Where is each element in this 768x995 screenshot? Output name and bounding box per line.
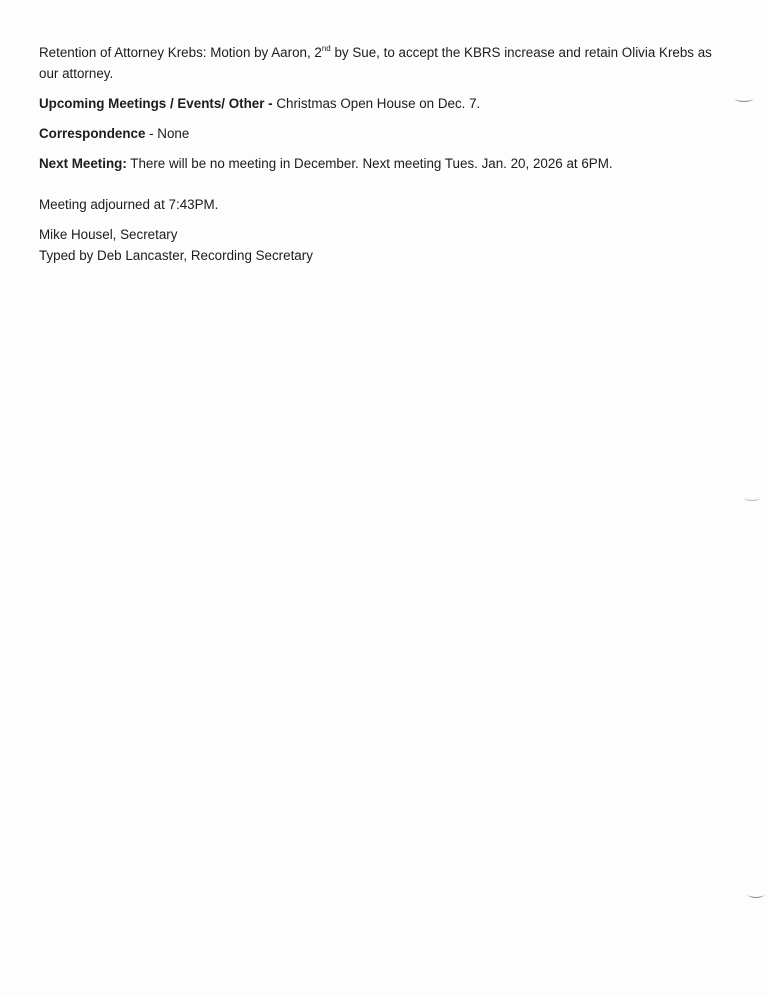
next-meeting-text: There will be no meeting in December. Next meeting Tues. Jan. 20, 2026 at 6PM. [126,156,613,171]
signature-secretary: Mike Housel, Secretary [39,227,178,242]
ordinal-superscript: nd [321,43,331,53]
upcoming-text: Christmas Open House on Dec. 7. [272,96,481,111]
scan-hole-mark [735,95,753,102]
signature-typist: Typed by Deb Lancaster, Recording Secretary [39,248,313,263]
correspondence-text: - None [145,126,190,141]
scan-hole-mark [744,494,760,501]
correspondence-paragraph [39,123,729,144]
correspondence-label: Correspondence [39,126,146,141]
signature-block [39,224,729,266]
next-meeting-label: Next Meeting: [39,156,127,171]
retention-text-start: Retention of Attorney Krebs: Motion by Aaron, 2 [39,45,322,60]
scan-hole-mark [748,891,764,898]
next-meeting-paragraph [39,153,729,174]
upcoming-paragraph [39,93,729,114]
retention-paragraph [39,42,729,84]
retention-text-end: by Sue, to accept the KBRS increase and retain Olivia Krebs as our attorney. [39,45,712,81]
adjourned-paragraph: Meeting adjourned at 7:43PM. [39,197,219,212]
upcoming-label: Upcoming Meetings / Events/ Other - [39,96,273,111]
minutes-content [39,42,729,266]
